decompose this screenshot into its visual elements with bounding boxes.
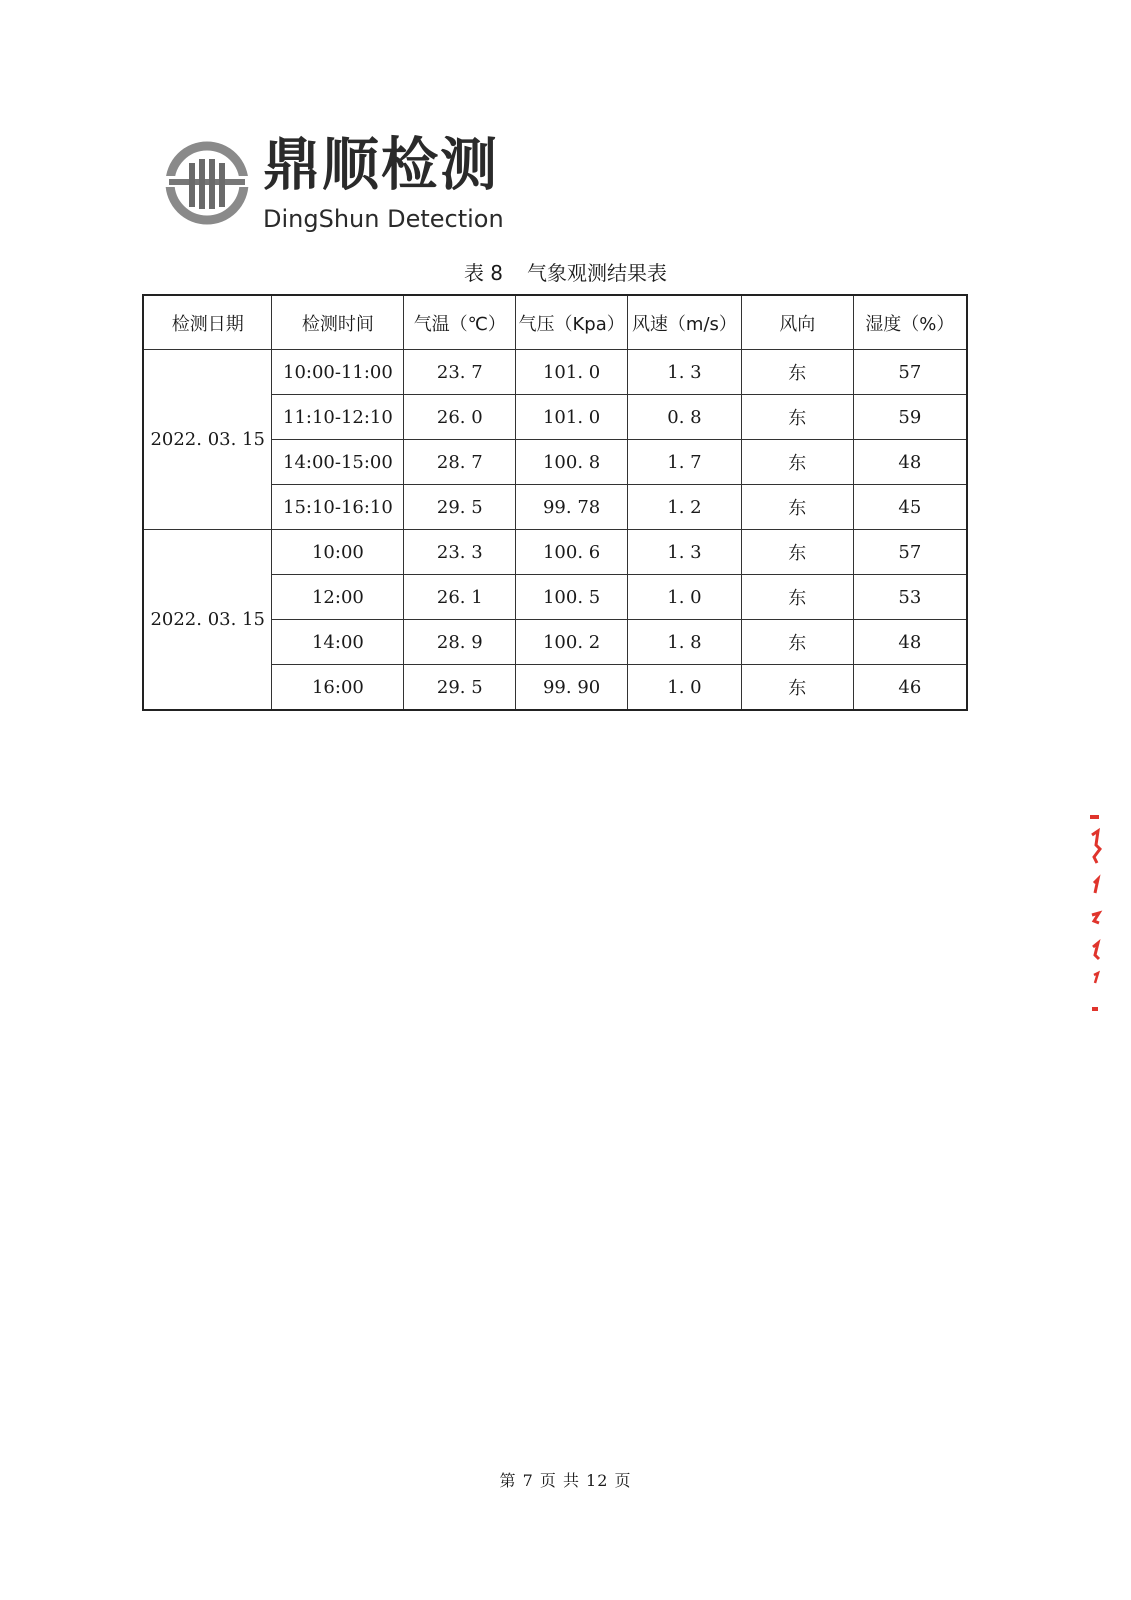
time-cell: 10:00-11:00 <box>272 350 404 395</box>
date-cell: 2022. 03. 15 <box>143 350 272 530</box>
temperature-cell: 26. 0 <box>404 395 516 440</box>
weather-observation-table <box>142 294 968 711</box>
header-humidity: 湿度（%） <box>853 295 967 350</box>
pressure-cell: 100. 8 <box>516 440 628 485</box>
table-row <box>143 530 967 575</box>
header-temperature: 气温（℃） <box>404 295 516 350</box>
wind-speed-cell: 1. 7 <box>628 440 742 485</box>
company-logo <box>165 133 505 241</box>
humidity-cell: 53 <box>853 575 967 620</box>
header-time: 检测时间 <box>272 295 404 350</box>
wind-direction-cell: 东 <box>741 530 853 575</box>
wind-direction-cell: 东 <box>741 395 853 440</box>
time-cell: 10:00 <box>272 530 404 575</box>
humidity-cell: 48 <box>853 620 967 665</box>
humidity-cell: 57 <box>853 350 967 395</box>
humidity-cell: 45 <box>853 485 967 530</box>
humidity-cell: 48 <box>853 440 967 485</box>
date-cell: 2022. 03. 15 <box>143 530 272 711</box>
pressure-cell: 101. 0 <box>516 350 628 395</box>
pressure-cell: 99. 90 <box>516 665 628 711</box>
table-header-row <box>143 295 967 350</box>
wind-speed-cell: 1. 3 <box>628 530 742 575</box>
humidity-cell: 59 <box>853 395 967 440</box>
wind-speed-cell: 0. 8 <box>628 395 742 440</box>
wind-direction-cell: 东 <box>741 620 853 665</box>
temperature-cell: 28. 7 <box>404 440 516 485</box>
wind-speed-cell: 1. 8 <box>628 620 742 665</box>
time-cell: 11:10-12:10 <box>272 395 404 440</box>
time-cell: 15:10-16:10 <box>272 485 404 530</box>
wind-direction-cell: 东 <box>741 350 853 395</box>
wind-speed-cell: 1. 0 <box>628 575 742 620</box>
pressure-cell: 99. 78 <box>516 485 628 530</box>
pressure-cell: 100. 2 <box>516 620 628 665</box>
wind-direction-cell: 东 <box>741 665 853 711</box>
header-pressure: 气压（Kpa） <box>516 295 628 350</box>
time-cell: 16:00 <box>272 665 404 711</box>
table-title: 气象观测结果表 <box>527 261 668 285</box>
table-caption <box>0 257 1131 286</box>
header-wind-direction: 风向 <box>741 295 853 350</box>
pressure-cell: 100. 6 <box>516 530 628 575</box>
humidity-cell: 57 <box>853 530 967 575</box>
table-row <box>143 350 967 395</box>
wind-speed-cell: 1. 3 <box>628 350 742 395</box>
table-number: 表 8 <box>463 261 504 285</box>
time-cell: 14:00-15:00 <box>272 440 404 485</box>
temperature-cell: 26. 1 <box>404 575 516 620</box>
humidity-cell: 46 <box>853 665 967 711</box>
logo-english-name: DingShun Detection <box>263 205 504 233</box>
header-date: 检测日期 <box>143 295 272 350</box>
header-wind-speed: 风速（m/s） <box>628 295 742 350</box>
temperature-cell: 29. 5 <box>404 485 516 530</box>
wind-direction-cell: 东 <box>741 485 853 530</box>
dingshun-emblem-icon <box>165 133 255 237</box>
wind-speed-cell: 1. 0 <box>628 665 742 711</box>
wind-direction-cell: 东 <box>741 440 853 485</box>
pressure-cell: 100. 5 <box>516 575 628 620</box>
temperature-cell: 23. 7 <box>404 350 516 395</box>
temperature-cell: 28. 9 <box>404 620 516 665</box>
temperature-cell: 23. 3 <box>404 530 516 575</box>
time-cell: 12:00 <box>272 575 404 620</box>
page-number-footer: 第 7 页 共 12 页 <box>499 1471 632 1490</box>
temperature-cell: 29. 5 <box>404 665 516 711</box>
time-cell: 14:00 <box>272 620 404 665</box>
wind-direction-cell: 东 <box>741 575 853 620</box>
red-seal-edge-icon <box>1086 815 1106 1025</box>
logo-chinese-name: 鼎顺检测 <box>263 132 499 198</box>
wind-speed-cell: 1. 2 <box>628 485 742 530</box>
pressure-cell: 101. 0 <box>516 395 628 440</box>
